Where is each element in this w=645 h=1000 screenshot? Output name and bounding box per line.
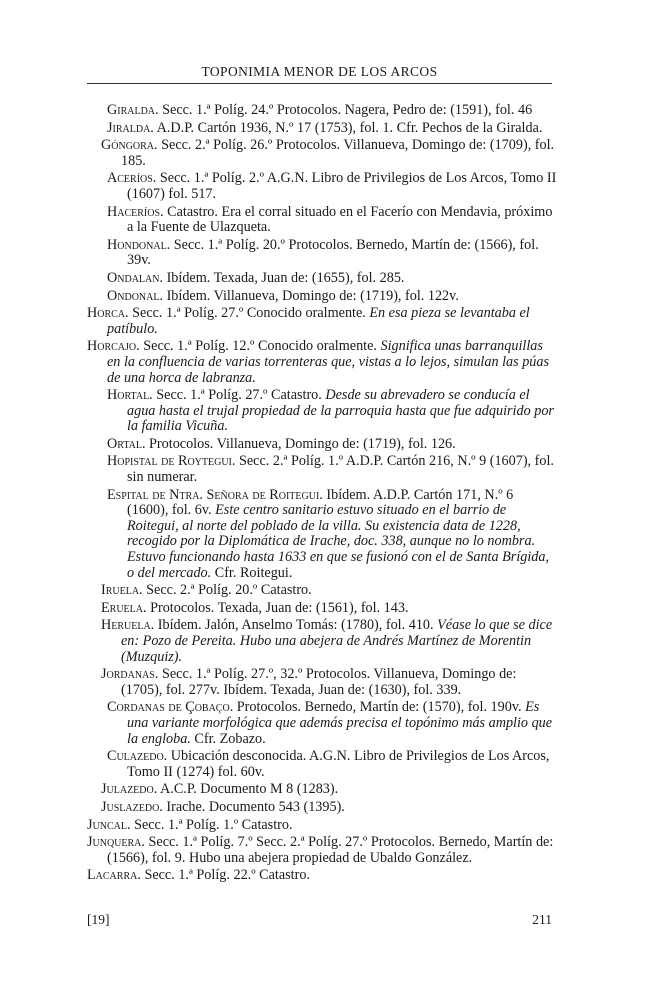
page-signature: [19] xyxy=(87,912,110,927)
entry-reference: Ibídem. Jalón, Anselmo Tomás: (1780), fol. 410. xyxy=(154,617,438,634)
toponym-entry xyxy=(107,171,557,202)
toponym-entry xyxy=(87,835,557,866)
entry-reference: Secc. 1.ª Políg. 27.º, 32.º Protocolos. Villanueva, Domingo de: (1705), fol. 277v. Ibídem. Texada, Juan de: (1630), fol. 339. xyxy=(121,666,517,698)
entry-reference: Ibídem. Texada, Juan de: (1655), fol. 285. xyxy=(163,269,405,286)
entry-note: Significa unas barranquillas en la confluencia de varias torrenteras que, vistas a lo lejos, simulan las púas de una horca de labranza. xyxy=(107,338,550,386)
toponym-entry xyxy=(107,103,557,119)
toponym-entry xyxy=(107,749,557,780)
toponym-entry xyxy=(87,818,557,834)
entry-note: En esa pieza se levantaba el patíbulo. xyxy=(107,305,530,337)
toponym-headword: Espital de Ntra. Señora de Roitegui. xyxy=(107,486,323,503)
toponym-entry xyxy=(101,782,557,798)
entry-reference: A.C.P. Documento M 8 (1283). xyxy=(157,781,339,798)
toponym-entry xyxy=(107,488,557,582)
entry-reference: Secc. 1.ª Políg. 24.º Protocolos. Nagera, Pedro de: (1591), fol. 46 xyxy=(158,102,533,118)
toponym-headword: Cordanas de Çobaço. xyxy=(107,699,234,716)
toponym-entry xyxy=(101,583,557,599)
toponym-headword: Giralda. xyxy=(107,102,159,118)
toponym-headword: Aceríos. xyxy=(107,170,157,187)
entry-reference: Protocolos. Texada, Juan de: (1561), fol. 143. xyxy=(146,599,409,616)
page-number: 211 xyxy=(532,912,552,927)
toponym-headword: Hondonal. xyxy=(107,236,171,253)
toponym-headword: Julazedo. xyxy=(101,781,158,798)
entry-reference: Secc. 1.ª Políg. 20.º Protocolos. Bernedo, Martín de: (1566), fol. 39v. xyxy=(127,236,539,269)
toponym-entry xyxy=(107,437,557,453)
entry-reference: Secc. 1.ª Políg. 27.º Conocido oralmente. xyxy=(128,305,370,322)
toponym-entry xyxy=(107,388,557,435)
toponym-headword: Jordanas. xyxy=(101,666,159,683)
toponym-entry xyxy=(107,271,557,287)
toponym-entry xyxy=(101,618,557,665)
toponym-entry xyxy=(107,121,557,137)
toponym-headword: Ondonal. xyxy=(107,287,164,304)
entries-list xyxy=(87,103,557,886)
toponym-headword: Ortal. xyxy=(107,435,146,452)
entry-reference: Secc. 2.ª Políg. 1.º A.D.P. Cartón 216, N.º 9 (1607), fol. sin numerar. xyxy=(127,453,554,486)
toponym-headword: Culazedo. xyxy=(107,748,168,765)
toponym-entry xyxy=(107,454,557,485)
entry-crossref: Cfr. Zobazo. xyxy=(190,730,266,747)
entry-reference: Secc. 1.ª Políg. 1.º Catastro. xyxy=(130,816,293,833)
entry-reference: Secc. 1.ª Políg. 12.º Conocido oralmente. xyxy=(139,338,381,355)
toponym-headword: Horca. xyxy=(87,305,129,322)
toponym-headword: Haceríos. xyxy=(107,203,164,220)
entry-note: Este centro sanitario estuvo situado en el barrio de Roitegui, al norte del poblado de la villa. Su existencia data de 1228, recogido por la Diplomática de Irache, doc. 338, aunque no lo nombra. Estuvo funcionando hasta 1633 en que se fusionó con el de Santa Brígida, o del mercado. xyxy=(127,502,550,581)
entry-crossref: Cfr. Roitegui. xyxy=(211,564,293,581)
toponym-entry xyxy=(101,138,557,169)
toponym-headword: Ondalan. xyxy=(107,269,164,286)
toponym-entry xyxy=(87,339,557,386)
entry-note: Desde su abrevadero se conducía el agua hasta el trujal propiedad de la parroquia hasta que fue adquirido por la familia Vicuña. xyxy=(127,387,554,435)
toponym-headword: Juncal. xyxy=(87,816,131,833)
toponym-entry xyxy=(87,868,557,884)
entry-reference: Secc. 1.ª Políg. 7.º Secc. 2.ª Políg. 27.º Protocolos. Bernedo, Martín de: (1566), fol. 9. Hubo una abejera propiedad de Ubaldo González. xyxy=(107,834,554,866)
entry-note: Véase lo que se dice en: Pozo de Pereita. Hubo una abejera de Andrés Martínez de Morentin (Muzquiz). xyxy=(121,617,553,665)
toponym-entry xyxy=(101,800,557,816)
toponym-headword: Hopistal de Roytegui. xyxy=(107,453,236,470)
toponym-entry xyxy=(107,700,557,747)
entry-reference: Secc. 1.ª Políg. 2.º A.G.N. Libro de Privilegios de Los Arcos, Tomo II (1607) fol. 517. xyxy=(127,170,557,202)
toponym-entry xyxy=(87,306,557,337)
toponym-headword: Heruela. xyxy=(101,617,155,634)
toponym-entry xyxy=(101,601,557,617)
entry-note: Es una variante morfológica que además precisa el topónimo más amplio que la engloba. xyxy=(127,699,553,747)
toponym-headword: Góngora. xyxy=(101,137,158,154)
toponym-headword: Junquera. xyxy=(87,834,145,851)
toponym-entry xyxy=(107,205,557,236)
toponym-headword: Horcajo. xyxy=(87,338,140,355)
entry-reference: Secc. 1.ª Políg. 27.º Catastro. xyxy=(152,387,326,404)
header-rule xyxy=(87,83,552,84)
entry-reference: Protocolos. Villanueva, Domingo de: (1719), fol. 126. xyxy=(145,435,456,452)
toponym-headword: Eruela. xyxy=(101,599,147,616)
toponym-entry xyxy=(107,238,557,269)
entry-reference: Protocolos. Bernedo, Martín de: (1570), fol. 190v. xyxy=(233,699,526,716)
toponym-headword: Lacarra. xyxy=(87,867,141,884)
entry-reference: A.D.P. Cartón 1936, N.º 17 (1753), fol. 1. Cfr. Pechos de la Giralda. xyxy=(153,119,543,136)
running-header: TOPONIMIA MENOR DE LOS ARCOS xyxy=(201,64,438,79)
toponym-headword: Jiralda. xyxy=(107,119,154,136)
entry-reference: Ibídem. Villanueva, Domingo de: (1719), fol. 122v. xyxy=(163,287,459,304)
toponym-entry xyxy=(107,289,557,305)
entry-reference: Secc. 2.ª Políg. 26.º Protocolos. Villanueva, Domingo de: (1709), fol. 185. xyxy=(121,137,555,169)
entry-reference: Secc. 1.ª Políg. 22.º Catastro. xyxy=(140,867,310,884)
entry-reference: Ibídem. A.D.P. Cartón 171, N.º 6 (1600), fol. 6v. xyxy=(127,486,514,519)
entry-reference: Secc. 2.ª Políg. 20.º Catastro. xyxy=(142,582,312,599)
entry-reference: Irache. Documento 543 (1395). xyxy=(162,798,345,815)
entry-reference: Catastro. Era el corral situado en el Facerío con Mendavia, próximo a la Fuente de Ulazqueta. xyxy=(127,203,553,236)
toponym-headword: Iruela. xyxy=(101,582,143,599)
toponym-headword: Hortal. xyxy=(107,387,153,404)
toponym-entry xyxy=(101,667,557,698)
toponym-headword: Juslazedo. xyxy=(101,798,163,815)
entry-reference: Ubicación desconocida. A.G.N. Libro de Privilegios de Los Arcos, Tomo II (1274) fol. 60v. xyxy=(127,748,550,780)
